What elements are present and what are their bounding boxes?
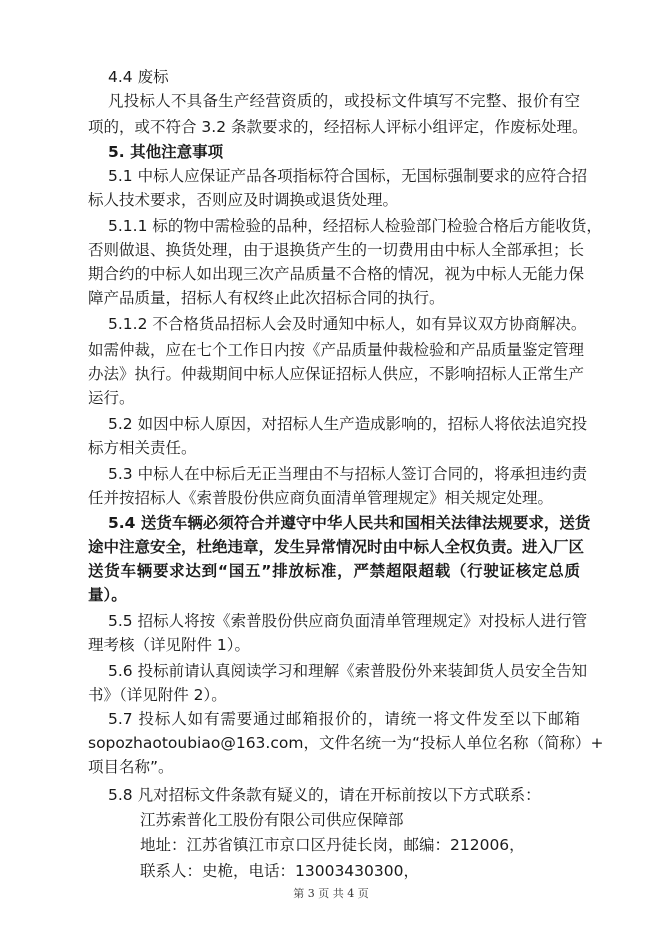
- paragraph-line: 如需仲裁，应在七个工作日内按《产品质量仲裁检验和产品质量鉴定管理: [88, 341, 585, 359]
- paragraph-line-first: 5.3 中标人在中标后无正当理由不与招标人签订合同的，将承担违约责: [108, 465, 588, 483]
- paragraph-line: 期合约的中标人如出现三次产品质量不合格的情况，视为中标人无能力保: [88, 265, 585, 283]
- paragraph-line: 运行。: [88, 389, 135, 407]
- paragraph-line-first: 5.6 投标前请认真阅读学习和理解《索普股份外来装卸货人员安全告知: [108, 662, 588, 680]
- paragraph-line: 障产品质量，招标人有权终止此次招标合同的执行。: [88, 289, 445, 307]
- paragraph-line: 送货车辆要求达到“国五”排放标准，严禁超限超载（行驶证核定总质: [88, 562, 580, 580]
- paragraph-line-first: 凡投标人不具备生产经营资质的，或投标文件填写不完整、报价有空: [108, 92, 580, 110]
- paragraph-line: 途中注意安全，杜绝违章，发生异常情况时由中标人全权负责。进入厂区: [88, 538, 585, 556]
- paragraph-line-first: 5.1.2 不合格货品招标人会及时通知中标人，如有异议双方协商解决。: [108, 315, 587, 333]
- paragraph-line: 标人技术要求，否则应及时调换或退货处理。: [88, 191, 399, 209]
- paragraph-line-first: 4.4 废标: [108, 68, 169, 86]
- paragraph-line-first: 5. 其他注意事项: [108, 143, 224, 161]
- paragraph-line-first: 5.4 送货车辆必须符合并遵守中华人民共和国相关法律法规要求，送货: [108, 514, 591, 532]
- paragraph-line-first: 5.1.1 标的物中需检验的品种，经招标人检验部门检验合格后方能收货，: [108, 217, 602, 235]
- paragraph-line-first: 江苏索普化工股份有限公司供应保障部: [140, 811, 404, 829]
- paragraph-line-first: 5.8 凡对招标文件条款有疑义的，请在开标前按以下方式联系：: [108, 786, 541, 804]
- paragraph-line-first: 联系人：史桅，电话：13003430300，: [140, 862, 419, 880]
- paragraph-line: 理考核（详见附件 1）。: [88, 636, 251, 654]
- paragraph-line-first: 5.1 中标人应保证产品各项指标符合国标，无国标强制要求的应符合招: [108, 167, 588, 185]
- paragraph-line: 项的，或不符合 3.2 条款要求的，经招标人评标小组评定，作废标处理。: [88, 118, 588, 136]
- paragraph-line-first: 5.5 招标人将按《索普股份供应商负面清单管理规定》对投标人进行管: [108, 612, 588, 630]
- page-footer: 第 3 页 共 4 页: [293, 887, 369, 900]
- paragraph-line-first: 5.7 投标人如有需要通过邮箱报价的，请统一将文件发至以下邮箱: [108, 710, 580, 728]
- paragraph-line: 否则做退、换货处理，由于退换货产生的一切费用由中标人全部承担；长: [88, 241, 585, 259]
- paragraph-line-first: 5.2 如因中标人原因，对招标人生产造成影响的，招标人将依法追究投: [108, 415, 588, 433]
- paragraph-line: 办法》执行。仲裁期间中标人应保证招标人供应，不影响招标人正常生产: [88, 365, 585, 383]
- paragraph-line-first: 地址：江苏省镇江市京口区丹徒长岗，邮编：212006，: [140, 836, 525, 854]
- paragraph-line: 标方相关责任。: [88, 439, 197, 457]
- paragraph-line: 项目名称”。: [88, 758, 174, 776]
- paragraph-line: 任并按招标人《索普股份供应商负面清单管理规定》相关规定处理。: [88, 489, 554, 507]
- paragraph-line: 量）。: [88, 586, 127, 604]
- paragraph-line: sopozhaotoubiao@163.com，文件名统一为“投标人单位名称（简称）+: [88, 734, 604, 752]
- paragraph-line: 书》（详见附件 2）。: [88, 686, 227, 704]
